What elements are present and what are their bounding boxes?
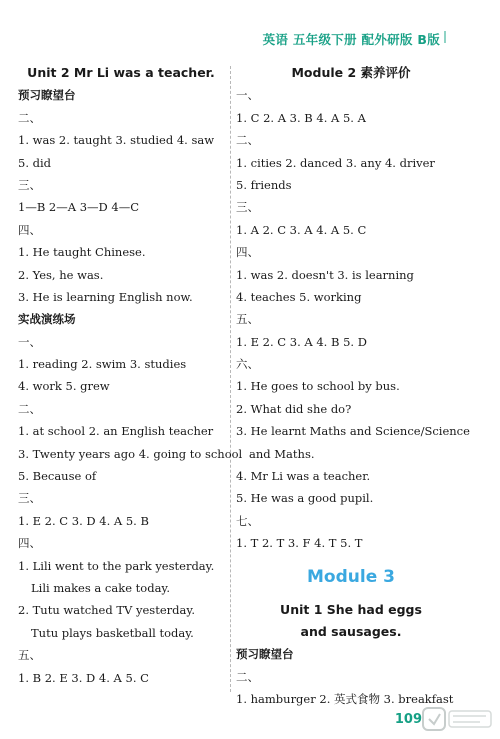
unit1-title-line2: and sausages. (300, 623, 402, 639)
answer-line: 1. He taught Chinese. (18, 245, 146, 260)
answer-line: 1. was 2. taught 3. studied 4. saw (18, 133, 215, 148)
answer-line: and Maths. (249, 446, 315, 461)
answer-line: 二、 (236, 133, 259, 148)
answer-line: 五、 (236, 312, 259, 327)
answer-line: 二、 (236, 669, 259, 684)
answer-line: 1. E 2. C 3. A 4. B 5. D (236, 334, 367, 349)
section-preview: 预习瞭望台 (18, 88, 76, 103)
answer-line: 1. reading 2. swim 3. studies (18, 357, 187, 372)
answer-line: 1. He goes to school by bus. (236, 379, 400, 394)
answer-line: Lili makes a cake today. (31, 580, 171, 595)
column-divider (230, 66, 231, 692)
answer-line: 二、 (18, 110, 41, 125)
answer-line: 七、 (236, 513, 259, 528)
answer-line: 5. Because of (18, 469, 97, 484)
answer-line: 1. cities 2. danced 3. any 4. driver (236, 155, 435, 170)
answer-line: 3. He learnt Maths and Science/Science (236, 424, 470, 439)
answer-line: 1. T 2. T 3. F 4. T 5. T (236, 536, 363, 551)
page-header: 英语 五年级下册 配外研版 B版 (262, 32, 440, 47)
answer-line: 一、 (18, 334, 41, 349)
section-practice: 实战演练场 (18, 312, 76, 327)
answer-line: 3. Twenty years ago 4. going to school (18, 446, 243, 461)
answer-line: 1. was 2. doesn't 3. is learning (236, 267, 414, 282)
answer-line: 1. at school 2. an English teacher (18, 424, 214, 439)
answer-line: 1. Lili went to the park yesterday. (18, 558, 215, 573)
answer-line: 5. did (18, 155, 52, 170)
answer-line: Tutu plays basketball today. (31, 625, 194, 640)
answer-line: 四、 (18, 222, 41, 237)
left-column (18, 62, 243, 689)
watermark-logo (422, 705, 494, 735)
module3-heading (236, 555, 466, 599)
answer-line: 2. Yes, he was. (18, 267, 104, 282)
answer-line: 六、 (236, 357, 259, 372)
unit1-title-line1: Unit 1 She had eggs (280, 601, 422, 617)
right-column (236, 62, 470, 711)
answer-line: 四、 (18, 536, 41, 551)
answer-line: 四、 (236, 245, 259, 260)
answer-line: 1. hamburger 2. 英式食物 3. breakfast (236, 692, 454, 707)
answer-line: 4. Mr Li was a teacher. (236, 469, 371, 484)
module2-title: Module 2 素养评价 (291, 65, 411, 80)
section-preview: 预习瞭望台 (236, 647, 294, 662)
page-number: 109 (394, 712, 422, 727)
answer-line: 一、 (236, 88, 259, 103)
answer-line: 1—B 2—A 3—D 4—C (18, 200, 140, 215)
answer-line: 1. E 2. C 3. D 4. A 5. B (18, 513, 149, 528)
answer-line: 三、 (18, 491, 41, 506)
answer-line: 3. He is learning English now. (18, 289, 193, 304)
answer-line: 4. teaches 5. working (236, 289, 362, 304)
answer-line: 1. C 2. A 3. B 4. A 5. A (236, 110, 366, 125)
answer-line: 4. work 5. grew (18, 379, 110, 394)
answer-line: 三、 (236, 200, 259, 215)
answer-line: 三、 (18, 177, 41, 192)
answer-line: 1. B 2. E 3. D 4. A 5. C (18, 670, 149, 685)
answer-line: 1. A 2. C 3. A 4. A 5. C (236, 222, 367, 237)
answer-line: 2. What did she do? (236, 401, 352, 416)
answer-line: 二、 (18, 401, 41, 416)
module3-title: Module 3 (307, 566, 395, 587)
answer-line: 2. Tutu watched TV yesterday. (18, 603, 195, 618)
header-bar (444, 31, 446, 43)
answer-line: 5. He was a good pupil. (236, 491, 374, 506)
unit2-title: Unit 2 Mr Li was a teacher. (27, 65, 215, 80)
answer-line: 5. friends (236, 177, 292, 192)
answer-line: 五、 (18, 648, 41, 663)
